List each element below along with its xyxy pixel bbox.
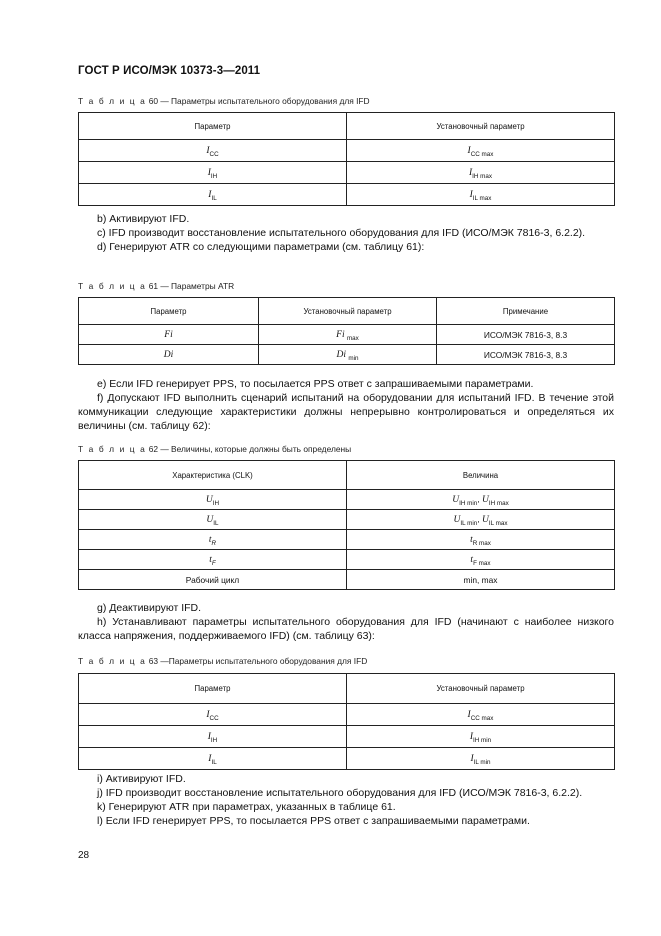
table-62-caption <box>78 444 351 454</box>
table-cell <box>347 510 615 530</box>
table-cell <box>347 140 615 162</box>
symbol: I <box>207 732 211 742</box>
table-cell <box>79 726 347 748</box>
table-cell <box>79 345 259 365</box>
step-d: d) Генерируют ATR со следующими параметрами (см. таблицу 61): <box>97 241 425 253</box>
column-header: Установочный параметр <box>347 674 615 704</box>
table-row <box>79 570 615 590</box>
subscript: CC <box>209 715 219 722</box>
table-cell: ИСО/МЭК 7816-3, 8.3 <box>437 345 615 365</box>
table-header-row <box>79 461 615 490</box>
symbol: I <box>470 754 474 764</box>
table-cell <box>347 550 615 570</box>
subscript: CC <box>209 151 219 158</box>
symbol: U <box>481 515 489 525</box>
symbol: I <box>467 146 471 156</box>
table-cell <box>79 530 347 550</box>
column-header: Параметр <box>79 113 347 140</box>
table-row <box>79 550 615 570</box>
table-63 <box>78 673 615 770</box>
symbol: I <box>469 190 473 200</box>
table-row <box>79 704 615 726</box>
table-row <box>79 748 615 770</box>
table-cell <box>347 530 615 550</box>
page-header-standard-id: ГОСТ Р ИСО/МЭК 10373-3—2011 <box>78 65 261 77</box>
table-cell <box>347 184 615 206</box>
subscript: CC max <box>470 715 494 722</box>
steps-b-d <box>78 212 614 254</box>
table-63-caption <box>78 656 367 666</box>
table-header-row <box>79 298 615 325</box>
caption-text: 61 — Параметры ATR <box>148 281 235 291</box>
symbol: t <box>208 535 212 545</box>
column-header: Примечание <box>437 298 615 325</box>
subscript: min <box>348 355 359 362</box>
step-l: l) Если IFD генерирует PPS, то посылается PPS ответ с запрашиваемыми параметрами. <box>97 815 530 827</box>
steps-i-l <box>78 772 614 828</box>
symbol: I <box>208 190 212 200</box>
column-header: Параметр <box>79 298 259 325</box>
column-header: Параметр <box>79 674 347 704</box>
table-cell <box>79 325 259 345</box>
symbol: U <box>453 515 461 525</box>
subscript: IL min <box>460 520 478 527</box>
table-cell: Рабочий цикл <box>79 570 347 590</box>
subscript: R max <box>472 540 491 547</box>
subscript: IH <box>212 500 220 507</box>
table-cell <box>259 325 437 345</box>
column-header: Установочный параметр <box>259 298 437 325</box>
symbol: I <box>206 146 210 156</box>
symbol: I <box>469 732 473 742</box>
symbol: t <box>470 555 474 565</box>
step-b: b) Активируют IFD. <box>97 213 190 225</box>
subscript: IH min <box>472 737 492 744</box>
table-row <box>79 325 615 345</box>
symbol: t <box>209 555 212 565</box>
subscript: IL <box>213 520 219 527</box>
symbol: I <box>468 168 473 178</box>
caption-text: 60 — Параметры испытательного оборудования для IFD <box>148 96 370 106</box>
symbol: Fi <box>164 330 173 340</box>
table-62 <box>78 460 615 590</box>
caption-word: Т а б л и ц а <box>78 96 147 106</box>
symbol: I <box>208 754 212 764</box>
symbol: t <box>470 535 473 545</box>
subscript: IH max <box>488 500 509 507</box>
symbol: U <box>206 515 214 525</box>
step-k: k) Генерируют ATR при параметрах, указанных в таблице 61. <box>97 801 396 813</box>
step-c: c) IFD производит восстановление испытательного оборудования для IFD (ИСО/МЭК 7816-3, 6.2.2). <box>97 227 586 239</box>
symbol: I <box>467 710 471 720</box>
caption-text: 62 — Величины, которые должны быть определены <box>148 444 352 454</box>
step-i: i) Активируют IFD. <box>97 773 186 785</box>
steps-g-h <box>78 601 614 643</box>
step-e: e) Если IFD генерирует PPS, то посылается PPS ответ с запрашиваемыми параметрами. <box>97 378 534 390</box>
subscript: IH max <box>472 173 493 180</box>
symbol: Di <box>163 350 174 360</box>
step-h: h) Устанавливают параметры испытательного оборудования для IFD (начинают с наиболее низкого класса напряжения, поддерживаемого IFD) (см. таблицу 63): <box>78 616 614 642</box>
table-row <box>79 140 615 162</box>
subscript: IL min <box>473 759 491 766</box>
table-61-caption <box>78 281 234 291</box>
symbol: I <box>206 710 210 720</box>
table-60-caption <box>78 96 370 106</box>
steps-e-f <box>78 377 614 433</box>
symbol: Fi <box>336 330 345 340</box>
table-cell <box>347 162 615 184</box>
table-61 <box>78 297 615 365</box>
table-cell <box>347 490 615 510</box>
table-cell <box>79 510 347 530</box>
table-cell <box>79 184 347 206</box>
separator: , <box>477 514 482 524</box>
table-cell: min, max <box>347 570 615 590</box>
table-cell <box>79 748 347 770</box>
table-header-row <box>79 113 615 140</box>
subscript: IL max <box>488 520 508 527</box>
subscript: IH <box>210 737 218 744</box>
step-j: j) IFD производит восстановление испытательного оборудования для IFD (ИСО/МЭК 7816-3, 6.2.2). <box>97 787 583 799</box>
subscript: CC max <box>470 151 494 158</box>
subscript: IH <box>210 173 218 180</box>
column-header: Характеристика (CLK) <box>79 461 347 490</box>
table-60 <box>78 112 615 206</box>
table-header-row <box>79 674 615 704</box>
symbol: U <box>481 495 489 505</box>
step-f: f) Допускают IFD выполнить сценарий испытаний на оборудовании для испытаний IFD. В течение этой коммуникации следующие характеристики должны непрерывно контролироваться и определяться их величины (см. таблицу 62): <box>78 392 614 432</box>
caption-word: Т а б л и ц а <box>78 656 147 666</box>
step-g: g) Деактивируют IFD. <box>97 602 202 614</box>
subscript: IL <box>211 195 217 202</box>
table-row <box>79 162 615 184</box>
table-row <box>79 530 615 550</box>
separator: , <box>477 494 482 504</box>
subscript: F <box>211 560 216 567</box>
table-row <box>79 510 615 530</box>
symbol: I <box>207 168 211 178</box>
caption-word: Т а б л и ц а <box>78 444 147 454</box>
subscript: F max <box>473 560 491 567</box>
subscript: IL max <box>472 195 492 202</box>
symbol: U <box>452 495 460 505</box>
caption-text: 63 —Параметры испытательного оборудования для IFD <box>148 656 368 666</box>
caption-word: Т а б л и ц а <box>78 281 147 291</box>
symbol: U <box>205 495 213 505</box>
table-cell <box>79 704 347 726</box>
table-cell <box>259 345 437 365</box>
subscript: R <box>211 540 217 547</box>
table-cell <box>347 726 615 748</box>
table-cell <box>79 490 347 510</box>
subscript: IL <box>211 759 217 766</box>
table-cell <box>79 140 347 162</box>
symbol: Di <box>336 350 346 360</box>
table-row <box>79 184 615 206</box>
subscript: max <box>346 335 359 342</box>
table-row <box>79 726 615 748</box>
table-cell <box>79 550 347 570</box>
subscript: IH min <box>459 500 478 507</box>
table-cell <box>347 704 615 726</box>
table-cell <box>79 162 347 184</box>
table-cell <box>347 748 615 770</box>
table-cell: ИСО/МЭК 7816-3, 8.3 <box>437 325 615 345</box>
page-number: 28 <box>78 850 90 861</box>
column-header: Установочный параметр <box>347 113 615 140</box>
table-row <box>79 490 615 510</box>
column-header: Величина <box>347 461 615 490</box>
table-row <box>79 345 615 365</box>
